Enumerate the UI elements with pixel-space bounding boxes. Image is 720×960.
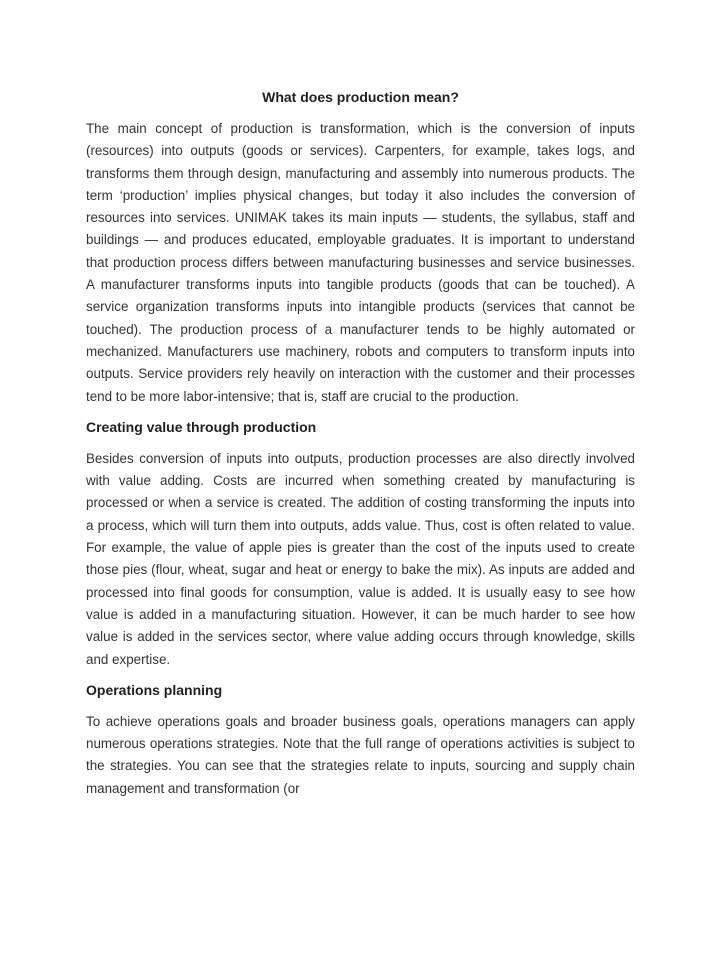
section-heading-creating-value: Creating value through production <box>86 418 317 435</box>
creating-value-paragraph: Besides conversion of inputs into outputs, production processes are also directly involved with value adding. Costs are incurred when something created by manufacturing is processed or when a service is created. The addition of costing transforming the inputs into a process, which will turn them into outputs, adds value. Thus, cost is often related to value. For example, the value of apple pies is greater than the cost of the inputs used to create those pies (flour, wheat, sugar and heat or energy to bake the mix). As inputs are added and processed into final goods for consumption, value is added. It is usually easy to see how value is added in a manufacturing situation. However, it can be much harder to see how value is added in the services sector, where value adding occurs through knowledge, skills and expertise. <box>86 450 635 667</box>
document-page <box>86 88 635 800</box>
document-title: What does production mean? <box>262 89 459 105</box>
intro-paragraph: The main concept of production is transformation, which is the conversion of inputs (resources) into outputs (goods or services). Carpenters, for example, takes logs, and transforms them through design, manufacturing and assembly into numerous products. The term ‘production’ implies physical changes, but today it also includes the conversion of resources into services. UNIMAK takes its main inputs — students, the syllabus, staff and buildings — and produces educated, employable graduates. It is important to understand that production process differs between manufacturing businesses and service businesses. A manufacturer transforms inputs into tangible products (goods that can be touched). A service organization transforms inputs into intangible products (services that cannot be touched). The production process of a manufacturer tends to be highly automated or mechanized. Manufacturers use machinery, robots and computers to transform inputs into outputs. Service providers rely heavily on interaction with the customer and their processes tend to be more labor-intensive; that is, staff are crucial to the production. <box>86 121 635 404</box>
operations-planning-paragraph: To achieve operations goals and broader business goals, operations managers can apply numerous operations strategies. Note that the full range of operations activities is subject to the strategies. You can see that the strategies relate to inputs, sourcing and supply chain management and transformation (or <box>86 713 635 796</box>
section-heading-operations-planning: Operations planning <box>86 681 223 698</box>
